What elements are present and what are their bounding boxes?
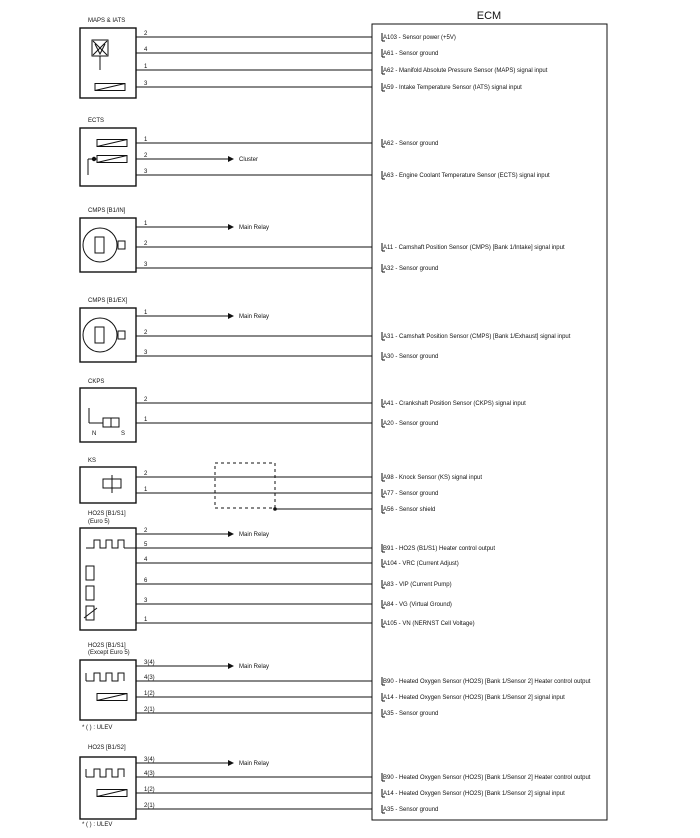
wire-pin-number: 3 xyxy=(144,169,148,175)
ecm-terminal-label: A103 - Sensor power (+5V) xyxy=(383,35,456,41)
wire-ects-1 xyxy=(136,153,258,163)
ecm-terminal-label: A35 - Sensor ground xyxy=(383,807,439,813)
wire-pin-number: 4(3) xyxy=(144,771,155,777)
ecm-terminal-label: A63 - Engine Coolant Temperature Sensor (ECTS) signal input xyxy=(383,173,550,179)
wire-ho2s_b1s1_except-1 xyxy=(136,675,591,685)
wire-destination: Main Relay xyxy=(239,532,270,538)
wire-pin-number: 3(4) xyxy=(144,757,155,763)
wire-destination: Cluster xyxy=(239,157,259,163)
wire-pin-number: 3 xyxy=(144,81,148,87)
wire-pin-number: 2 xyxy=(144,153,148,159)
wire-pin-number: 2 xyxy=(144,330,148,336)
ulev-note-1: * ( ) : ULEV xyxy=(82,725,113,731)
sensor-title: HO2S [B1/S1] xyxy=(88,643,126,649)
ckps-label-s: S xyxy=(121,431,126,437)
ecm-terminal-label: B90 - Heated Oxygen Sensor (HO2S) [Bank 1/Sensor 2] Heater control output xyxy=(383,775,591,781)
sensor-title: MAPS & IATS xyxy=(88,18,126,24)
ho2s-cell-1-icon xyxy=(86,566,94,580)
wire-destination: Main Relay xyxy=(239,314,270,320)
ects-ground-dot xyxy=(92,157,96,161)
wire-pin-number: 1 xyxy=(144,487,148,493)
wire-cmps_in-1 xyxy=(136,241,565,251)
wire-pin-number: 1 xyxy=(144,617,148,623)
sensor-ho2s_b1s1_euro5 xyxy=(80,511,495,630)
wire-pin-number: 4(3) xyxy=(144,675,155,681)
wire-maps_iats-1 xyxy=(136,47,438,57)
sensor-box xyxy=(80,388,136,442)
ecm-terminal-label: A105 - VN (NERNST Cell Voltage) xyxy=(383,621,475,627)
wire-cmps_in-2 xyxy=(136,262,438,272)
sensor-title: HO2S [B1/S2] xyxy=(88,745,126,751)
wire-arrow-icon xyxy=(228,760,234,766)
ecm-terminal-label: A62 - Sensor ground xyxy=(383,141,439,147)
wire-ects-2 xyxy=(136,169,550,179)
ecm-terminal-label: A31 - Camshaft Position Sensor (CMPS) [Bank 1/Exhaust] signal input xyxy=(383,334,571,340)
wire-destination: Main Relay xyxy=(239,664,270,670)
sensor-cmps_ex xyxy=(80,298,571,362)
wire-ho2s_b1s1_euro5-3 xyxy=(136,578,452,588)
ecm-terminal-label: A56 - Sensor shield xyxy=(383,507,436,513)
sensor-ho2s_b1s2 xyxy=(80,745,591,819)
wire-pin-number: 5 xyxy=(144,542,148,548)
ho2s-heater-icon xyxy=(86,673,124,681)
ecm-terminal-label: A14 - Heated Oxygen Sensor (HO2S) [Bank 1/Sensor 2] signal input xyxy=(383,695,565,701)
wire-pin-number: 2 xyxy=(144,31,148,37)
cmps-connector xyxy=(118,241,125,249)
wire-maps_iats-0 xyxy=(136,31,456,41)
wire-arrow-icon xyxy=(228,531,234,537)
wire-maps_iats-3 xyxy=(136,81,522,91)
sensor-ho2s_b1s1_except xyxy=(80,643,591,720)
wire-ho2s_b1s1_euro5-4 xyxy=(136,598,452,608)
wire-pin-number: 2(1) xyxy=(144,803,155,809)
sensor-ks xyxy=(80,458,482,513)
wire-pin-number: 1 xyxy=(144,417,148,423)
ho2s-cell-2-icon xyxy=(86,586,94,600)
sensor-box xyxy=(80,757,136,819)
ckps-lead xyxy=(89,408,103,423)
sensor-box xyxy=(80,660,136,720)
sensor-title: KS xyxy=(88,458,97,464)
ecm-terminal-label: A104 - VRC (Current Adjust) xyxy=(383,561,459,567)
sensor-subtitle: (Euro 5) xyxy=(88,519,110,525)
wire-ects-0 xyxy=(136,137,438,147)
ecm-terminal-label: A83 - VIP (Current Pump) xyxy=(383,582,452,588)
ecm-terminal-label: A62 - Manifold Absolute Pressure Sensor (MAPS) signal input xyxy=(383,68,548,74)
sensor-ckps xyxy=(80,379,526,442)
sensor-title: CMPS [B1/IN] xyxy=(88,208,126,214)
wire-cmps_ex-2 xyxy=(136,350,438,360)
wire-pin-number: 4 xyxy=(144,557,148,563)
ecm-terminal-label: A32 - Sensor ground xyxy=(383,266,439,272)
wire-pin-number: 1(2) xyxy=(144,691,155,697)
wire-cmps_ex-1 xyxy=(136,330,571,340)
wire-ho2s_b1s1_euro5-1 xyxy=(136,542,495,552)
wire-pin-number: 3(4) xyxy=(144,660,155,666)
wire-ks-0 xyxy=(136,471,482,481)
wire-arrow-icon xyxy=(228,663,234,669)
wire-ckps-1 xyxy=(136,417,438,427)
sensor-title: CKPS xyxy=(88,379,105,385)
wire-maps_iats-2 xyxy=(136,64,548,74)
wire-ho2s_b1s2-1 xyxy=(136,771,591,781)
sensor-cmps_in xyxy=(80,208,565,272)
sensor-box xyxy=(80,218,136,272)
wire-pin-number: 1 xyxy=(144,221,148,227)
ecm-terminal-label: A59 - Intake Temperature Sensor (IATS) signal input xyxy=(383,85,522,91)
sensor-title: ECTS xyxy=(88,118,105,124)
ecm-terminal-label: A30 - Sensor ground xyxy=(383,354,439,360)
sensor-title: HO2S [B1/S1] xyxy=(88,511,126,517)
wire-pin-number: 3 xyxy=(144,598,148,604)
wire-destination: Main Relay xyxy=(239,225,270,231)
wire-cmps_ex-0 xyxy=(136,310,269,320)
cmps-hall-element xyxy=(95,327,104,343)
wire-arrow-icon xyxy=(228,156,234,162)
ecm-terminal-label: A61 - Sensor ground xyxy=(383,51,439,57)
wire-ho2s_b1s1_except-3 xyxy=(136,707,438,717)
wire-destination: Main Relay xyxy=(239,761,270,767)
wire-ho2s_b1s1_except-0 xyxy=(136,660,269,670)
wire-pin-number: 2 xyxy=(144,528,148,534)
ecm-terminal-label: A35 - Sensor ground xyxy=(383,711,439,717)
wire-pin-number: 2 xyxy=(144,397,148,403)
wire-pin-number: 2 xyxy=(144,241,148,247)
wire-ckps-0 xyxy=(136,397,526,407)
wire-pin-number: 2 xyxy=(144,471,148,477)
wire-pin-number: 1 xyxy=(144,310,148,316)
wire-pin-number: 1(2) xyxy=(144,787,155,793)
ecm-title: ECM xyxy=(476,10,502,22)
ecm-terminal-label: A11 - Camshaft Position Sensor (CMPS) [Bank 1/Intake] signal input xyxy=(383,245,565,251)
wire-ho2s_b1s1_euro5-5 xyxy=(136,617,475,627)
wire-pin-number: 6 xyxy=(144,578,148,584)
wire-pin-number: 4 xyxy=(144,47,148,53)
ecm-terminal-label: A41 - Crankshaft Position Sensor (CKPS) signal input xyxy=(383,401,526,407)
ecm-terminal-label: A20 - Sensor ground xyxy=(383,421,439,427)
ckps-label-n: N xyxy=(92,431,97,437)
ecm-terminal-label: A84 - VG (Virtual Ground) xyxy=(383,602,452,608)
ulev-note-2: * ( ) : ULEV xyxy=(82,822,113,828)
ks-shield-box xyxy=(215,463,275,508)
wire-arrow-icon xyxy=(228,313,234,319)
wire-pin-number: 3 xyxy=(144,350,148,356)
wire-pin-number: 3 xyxy=(144,262,148,268)
ho2s-heater-icon xyxy=(86,540,124,548)
sensor-ects xyxy=(80,118,550,186)
wire-arrow-icon xyxy=(228,224,234,230)
ecm-terminal-label: A77 - Sensor ground xyxy=(383,491,439,497)
wire-pin-number: 2(1) xyxy=(144,707,155,713)
sensor-subtitle: (Except Euro 5) xyxy=(88,650,130,656)
wire-pin-number: 1 xyxy=(144,137,148,143)
wire-ho2s_b1s1_euro5-0 xyxy=(136,528,269,538)
ecm-terminal-label: A14 - Heated Oxygen Sensor (HO2S) [Bank 1/Sensor 2] signal input xyxy=(383,791,565,797)
maps-sensor-triangle xyxy=(95,44,105,54)
cmps-hall-element xyxy=(95,237,104,253)
wire-cmps_in-0 xyxy=(136,221,269,231)
ecm-terminal-label: B91 - HO2S (B1/S1) Heater control output xyxy=(383,546,496,552)
wire-ho2s_b1s2-3 xyxy=(136,803,438,813)
ecm-terminal-label: A98 - Knock Sensor (KS) signal input xyxy=(383,475,483,481)
wire-ho2s_b1s2-0 xyxy=(136,757,269,767)
sensor-box xyxy=(80,308,136,362)
sensor-title: CMPS [B1/EX] xyxy=(88,298,128,304)
cmps-connector xyxy=(118,331,125,339)
wire-ks-2 xyxy=(275,505,435,513)
wire-ho2s_b1s1_except-2 xyxy=(136,691,565,701)
wire-ho2s_b1s1_euro5-2 xyxy=(136,557,459,567)
ecm-terminal-label: B90 - Heated Oxygen Sensor (HO2S) [Bank 1/Sensor 2] Heater control output xyxy=(383,679,591,685)
ho2s-heater-icon xyxy=(86,769,124,777)
sensor-maps_iats xyxy=(80,18,548,98)
wire-pin-number: 1 xyxy=(144,64,148,70)
wire-ho2s_b1s2-2 xyxy=(136,787,565,797)
wire-ks-1 xyxy=(136,487,438,497)
